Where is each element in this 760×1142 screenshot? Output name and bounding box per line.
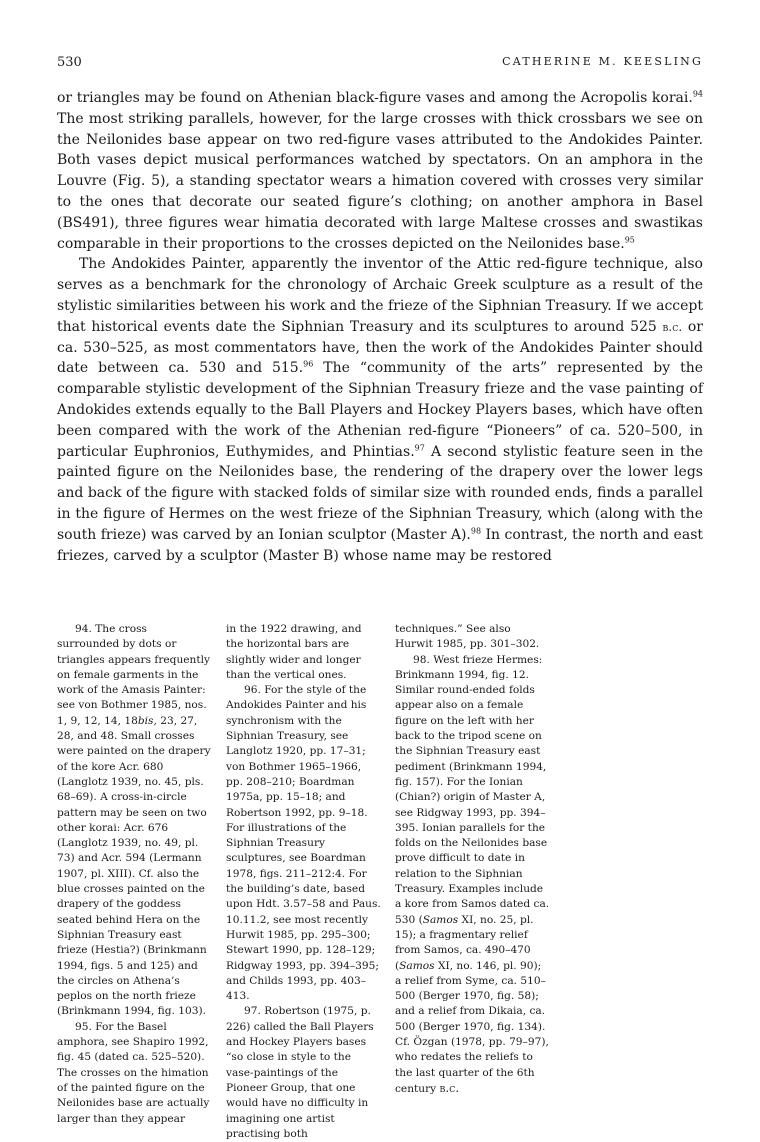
- footnote-ref-96[interactable]: 96: [303, 359, 314, 369]
- footnote-97: 97. Robertson (1975, p. 226) called the Ball Players and Hockey Players bases “so close in style to the vase-paintings of the Pioneer Group, that one would have no difficulty in imagining one artist practising both: [226, 1005, 374, 1140]
- footnote-96: 96. For the style of the Andokides Painter and his synchronism with the Siphnian Treasury, see Langlotz 1920, pp. 17–31; von Bothmer 1965–1966, pp. 208–210; Boardman 1975a, pp. 15–18; and Robertson 1992, pp. 9–18. For illustrations of the Siphnian Treasury sculptures, see Boardman 1978, figs. 211–212:4. For the building’s date, based upon Hdt. 3.57–58 and Paus. 10.11.2, see most recently Hurwit 1985, pp. 295–300; Stewart 1990, pp. 128–129; Ridgway 1993, pp. 394–395; and Childs 1993, pp. 403–413.: [226, 684, 381, 1003]
- footnote-ref-97[interactable]: 97: [414, 442, 425, 452]
- page-number: 530: [57, 55, 82, 70]
- running-head: CATHERINE M. KEESLING: [502, 55, 703, 68]
- footnote-column-3: [395, 622, 550, 1142]
- main-text: [57, 88, 703, 566]
- footnote-ref-95[interactable]: 95: [624, 234, 635, 244]
- paragraph-1: or triangles may be found on Athenian black-figure vases and among the Acropolis korai.$^{94}$ The most striking parallels, however, for the large crosses with thick crossbars we see on the Neilonides base appear on two red-figure vases attributed to the Andokides Painter. Both vases depict musical performances watched by spectators. On an amphora in the Louvre (Fig. 5), a standing spectator wears a himation covered with crosses very similar to the ones that decorate our seated figure’s clothing; on another amphora in Basel (BS491), three figures wear himatia decorated with large Maltese crosses and swastikas comparable in their proportions to the crosses depicted on the Neilonides base.$^{95}$: [57, 89, 703, 252]
- footnote-column-2: [226, 622, 381, 1142]
- footnote-95-continued: in the 1922 drawing, and the horizontal bars are slightly wider and longer than the vertical ones.: [226, 623, 362, 681]
- footnote-ref-94[interactable]: 94: [692, 89, 703, 99]
- footnote-97-continued: techniques.” See also Hurwit 1985, pp. 301–302.: [395, 623, 540, 651]
- footnote-95: 95. For the Basel amphora, see Shapiro 1992, fig. 45 (dated ca. 525–520). The crosses on the himation of the painted figure on the Neilonides base are actually larger than they appear: [57, 1020, 210, 1125]
- footnotes: [57, 622, 719, 1142]
- footnote-ref-98[interactable]: 98: [470, 526, 482, 536]
- page-header: [57, 55, 703, 73]
- paragraph-2: The Andokides Painter, apparently the inventor of the Attic red-figure technique, also serves as a benchmark for the chronology of Archaic Greek sculpture as a result of the stylistic similarities between his work and the frieze of the Siphnian Treasury. If we accept that historical events date the Siphnian Treasury and its sculptures to around 525 b.c. or ca. 530–525, as most commentators have, then the work of the Andokides Painter should date between ca. 530 and 515.96 The “community of the arts” represented by the comparable stylistic development of the Siphnian Treasury frieze and the vase painting of Andokides extends equally to the Ball Players and Hockey Players bases, which have often been compared with the work of the Athenian red-figure “Pioneers” of ca. 520–500, in particular Euphronios, Euthymides, and Phintias.$^{97}$ A second stylistic feature seen in the painted figure on the Neilonides base, the rendering of the drapery over the lower legs and back of the figure with stacked folds of similar size with rounded ends, finds a parallel in the figure of Hermes on the west frieze of the Siphnian Treasury, which (along with the south frieze) was carved by an Ionian sculptor (Master A).$^{98}$ In contrast, the north and east friezes, carved by a sculptor (Master B) whose name may be restored: [57, 256, 703, 564]
- footnote-94: 94. The cross surrounded by dots or triangles appears frequently on female garments in the work of the Amasis Painter: see von Bothmer 1985, nos. 1, 9, 12, 14, 18bis, 23, 27, 28, and 48. Small crosses were painted on the drapery of the kore Acr. 680 (Langlotz 1939, no. 45, pls. 68–69). A cross-in-circle pattern may be seen on two other korai: Acr. 676 (Langlotz 1939, no. 49, pl. 73) and Acr. 594 (Lermann 1907, pl. XIII). Cf. also the blue crosses painted on the drapery of the goddess seated behind Hera on the Siphnian Treasury east frieze (Hestia?) (Brinkmann 1994, figs. 5 and 125) and the circles on Athena’s peplos on the north frieze (Brinkmann 1994, fig. 103).: [57, 623, 211, 1018]
- footnote-column-1: [57, 622, 212, 1142]
- footnote-98: 98. West frieze Hermes: Brinkmann 1994, fig. 12. Similar round-ended folds appear also on a female figure on the left with her back to the tripod scene on the Siphnian Treasury east pediment (Brinkmann 1994, fig. 157). For the Ionian (Chian?) origin of Master A, see Ridgway 1993, pp. 394–395. Ionian parallels for the folds on the Neilonides base prove difficult to date in relation to the Siphnian Treasury. Examples include a kore from Samos dated ca. 530 (Samos XI, no. 25, pl. 15); a fragmentary relief from Samos, ca. 490–470 (Samos XI, no. 146, pl. 90); a relief from Syme, ca. 510–500 (Berger 1970, fig. 58); and a relief from Dikaia, ca. 500 (Berger 1970, fig. 134). Cf. Özgan (1978, pp. 79–97), who redates the reliefs to the last quarter of the 6th century b.c.: [395, 653, 550, 1095]
